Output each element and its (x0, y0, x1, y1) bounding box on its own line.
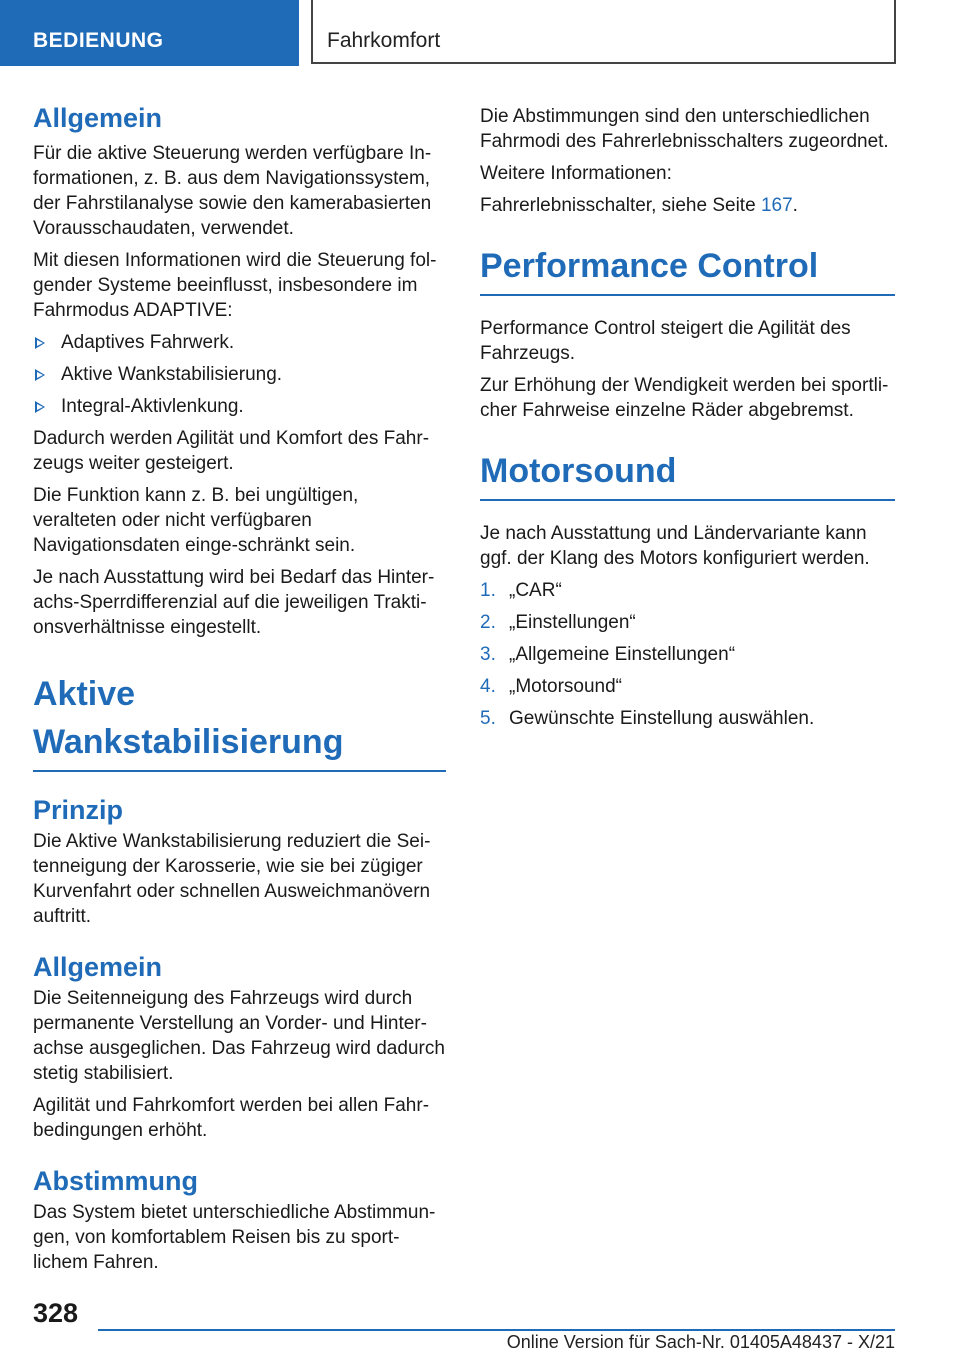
page-number: 328 (33, 1298, 79, 1328)
paragraph: Mit diesen Informationen wird die Steuerung fol-gender Systeme beeinflusst, insbesondere im Fahrmodus ADAPTIVE: (33, 250, 437, 321)
left-column (33, 100, 446, 1275)
paragraph: Dadurch werden Agilität und Komfort des Fahr-zeugs weiter gesteigert. (33, 428, 430, 474)
numbered-list (480, 578, 895, 731)
right-column (480, 100, 895, 731)
heading-abstimmung: Abstimmung (33, 1166, 198, 1196)
paragraph: Die Seitenneigung des Fahrzeugs wird durch permanente Verstellung an Vorder- und Hinter-achse ausgeglichen. Das Fahrzeug wird dadurch stetig stabilisiert. (33, 988, 445, 1084)
page-link[interactable]: 167 (760, 195, 793, 216)
paragraph: Weitere Informationen: (480, 163, 672, 184)
cross-reference: Fahrerlebnisschalter, siehe Seite 167. (480, 195, 798, 216)
section-tab: BEDIENUNG (0, 0, 299, 66)
list-item: 2. „Einstellungen“ (480, 612, 636, 633)
paragraph: Die Funktion kann z. B. bei ungültigen, veralteten oder nicht verfügbaren Navigationsdaten einge-schränkt sein. (33, 485, 359, 556)
heading-performance-control: Performance Control (480, 242, 895, 296)
paragraph: Agilität und Fahrkomfort werden bei allen Fahr-bedingungen erhöht. (33, 1095, 430, 1141)
footer-divider (98, 1329, 895, 1331)
footer-version-text: Online Version für Sach-Nr. 01405A48437 - X/21 (506, 1332, 895, 1352)
paragraph: Für die aktive Steuerung werden verfügbare In-formationen, z. B. aus dem Navigationssystem, der Fahrstilanalyse sowie den kamerabasierten Vorausschaudaten, verwendet. (33, 143, 432, 239)
list-item: 5. Gewünschte Einstellung auswählen. (480, 708, 815, 729)
list-item: Integral-Aktivlenkung. (33, 394, 446, 419)
bullet-list (33, 330, 446, 419)
triangle-bullet-icon (35, 337, 45, 349)
heading-allgemein-2: Allgemein (33, 952, 163, 982)
triangle-bullet-icon (35, 369, 45, 381)
list-item: Aktive Wankstabilisierung. (33, 362, 446, 387)
chapter-tab: Fahrkomfort (311, 0, 896, 64)
heading-aktive-wankstabilisierung: Aktive Wankstabilisierung (33, 670, 446, 772)
paragraph: Je nach Ausstattung und Ländervariante kann ggf. der Klang des Motors konfiguriert werden. (480, 523, 870, 569)
heading-motorsound: Motorsound (480, 447, 895, 501)
paragraph: Zur Erhöhung der Wendigkeit werden bei sportli-cher Fahrweise einzelne Räder abgebremst. (480, 375, 889, 421)
list-item: 1. „CAR“ (480, 580, 562, 601)
paragraph: Die Aktive Wankstabilisierung reduziert die Sei-tenneigung der Karosserie, wie sie bei zügiger Kurvenfahrt oder schnellen Ausweichmanövern auftritt. (33, 831, 431, 927)
paragraph: Performance Control steigert die Agilität des Fahrzeugs. (480, 318, 851, 364)
paragraph: Das System bietet unterschiedliche Abstimmun-gen, von komfortablem Reisen bis zu sport-lichem Fahren. (33, 1202, 436, 1273)
heading-allgemein: Allgemein (33, 103, 163, 133)
list-item: 4. „Motorsound“ (480, 676, 622, 697)
page-header (0, 0, 960, 66)
paragraph: Die Abstimmungen sind den unterschiedlichen Fahrmodi des Fahrerlebnisschalters zugeordnet. (480, 106, 889, 152)
triangle-bullet-icon (35, 401, 45, 413)
heading-prinzip: Prinzip (33, 795, 124, 825)
list-item: Adaptives Fahrwerk. (33, 330, 446, 355)
list-item: 3. „Allgemeine Einstellungen“ (480, 644, 736, 665)
paragraph: Je nach Ausstattung wird bei Bedarf das Hinter-achs-Sperrdifferenzial auf die jeweiligen Trakti-onsverhältnisse eingestellt. (33, 567, 435, 638)
